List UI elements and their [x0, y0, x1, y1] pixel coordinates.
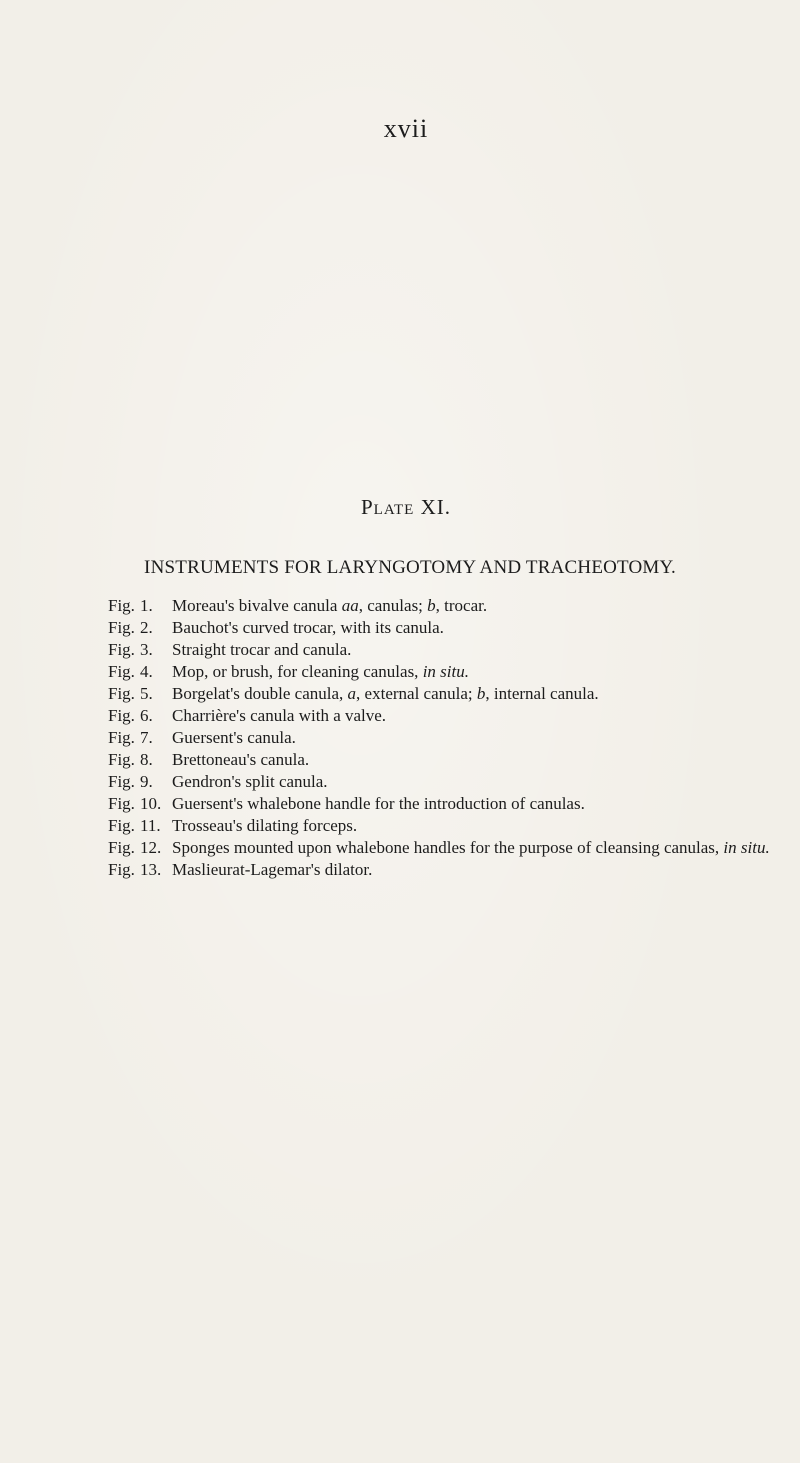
figure-number: 13.	[140, 860, 162, 879]
figure-number: 7.	[140, 728, 153, 747]
italic-text: aa	[341, 596, 359, 615]
figure-description	[172, 639, 788, 661]
figure-label: Fig.	[108, 816, 135, 835]
figure-caption	[108, 661, 798, 683]
text: , trocar.	[435, 596, 488, 615]
figure-label: Fig.	[108, 750, 135, 769]
text: , internal canula.	[485, 684, 599, 703]
figure-number: 12.	[140, 838, 162, 857]
figure-caption	[108, 837, 798, 859]
figure-label: Fig.	[108, 662, 135, 681]
italic-text: b	[476, 684, 486, 703]
figure-description	[172, 661, 788, 683]
figure-number: 5.	[140, 684, 153, 703]
figure-number: 1.	[140, 596, 153, 615]
figure-label: Fig.	[108, 640, 135, 659]
figure-caption	[108, 639, 798, 661]
figure-description	[172, 815, 788, 837]
figure-caption	[108, 595, 798, 617]
figure-caption	[108, 617, 798, 639]
text: Borgelat's double canula,	[172, 684, 348, 703]
figure-number: 3.	[140, 640, 153, 659]
text: Mop, or brush, for cleaning canulas,	[172, 662, 423, 681]
figure-description	[172, 705, 788, 727]
figure-number: 9.	[140, 772, 153, 791]
figure-description	[172, 771, 788, 793]
italic-text: in situ.	[422, 662, 469, 681]
figure-number: 6.	[140, 706, 153, 725]
figure-description	[172, 727, 788, 749]
text: Brettoneau's canula.	[172, 750, 310, 769]
text: Trosseau's dilating forceps.	[172, 816, 358, 835]
figure-label: Fig.	[108, 794, 135, 813]
figure-label: Fig.	[108, 618, 135, 637]
figure-label: Fig.	[108, 706, 135, 725]
text: Guersent's whalebone handle for the introduction of canulas.	[172, 794, 585, 813]
figure-number: 2.	[140, 618, 153, 637]
figure-label: Fig.	[108, 860, 135, 879]
figure-description	[172, 793, 788, 815]
figure-description	[172, 595, 788, 617]
figure-caption	[108, 705, 798, 727]
text: , canulas;	[358, 596, 428, 615]
italic-text: b	[427, 596, 436, 615]
figure-description	[172, 859, 788, 881]
figure-caption	[108, 683, 798, 705]
figure-number: 11.	[140, 816, 161, 835]
figure-label: Fig.	[108, 838, 135, 857]
text: Charrière's canula with a valve.	[172, 706, 387, 725]
italic-text: in situ.	[723, 838, 770, 857]
figure-description	[172, 617, 788, 639]
plate-title: Plate XI.	[361, 495, 451, 519]
figure-list	[108, 595, 798, 881]
figure-caption	[108, 749, 798, 771]
figure-caption	[108, 859, 798, 881]
figure-caption	[108, 815, 798, 837]
figure-label: Fig.	[108, 596, 135, 615]
text: Maslieurat-Lagemar's dilator.	[172, 860, 373, 879]
figure-label: Fig.	[108, 684, 135, 703]
figure-caption	[108, 793, 798, 815]
figure-number: 10.	[140, 794, 162, 813]
figure-label: Fig.	[108, 728, 135, 747]
page-number: xvii	[383, 114, 429, 143]
figure-caption	[108, 771, 798, 793]
text: Guersent's canula.	[172, 728, 296, 747]
text: Moreau's bivalve canula	[172, 596, 342, 615]
figure-caption	[108, 727, 798, 749]
text: Straight trocar and canula.	[172, 640, 352, 659]
figure-number: 8.	[140, 750, 153, 769]
figure-description	[172, 749, 788, 771]
figure-description	[172, 837, 788, 859]
text: Bauchot's curved trocar, with its canula.	[172, 618, 444, 637]
text: Gendron's split canula.	[172, 772, 328, 791]
italic-text: a	[347, 684, 357, 703]
figure-description	[172, 683, 788, 705]
section-heading: INSTRUMENTS FOR LARYNGOTOMY AND TRACHEOTOMY.	[144, 557, 676, 578]
figure-number: 4.	[140, 662, 153, 681]
figure-label: Fig.	[108, 772, 135, 791]
text: Sponges mounted upon whalebone handles for the purpose of cleansing canulas,	[172, 838, 724, 857]
text: , external canula;	[356, 684, 477, 703]
